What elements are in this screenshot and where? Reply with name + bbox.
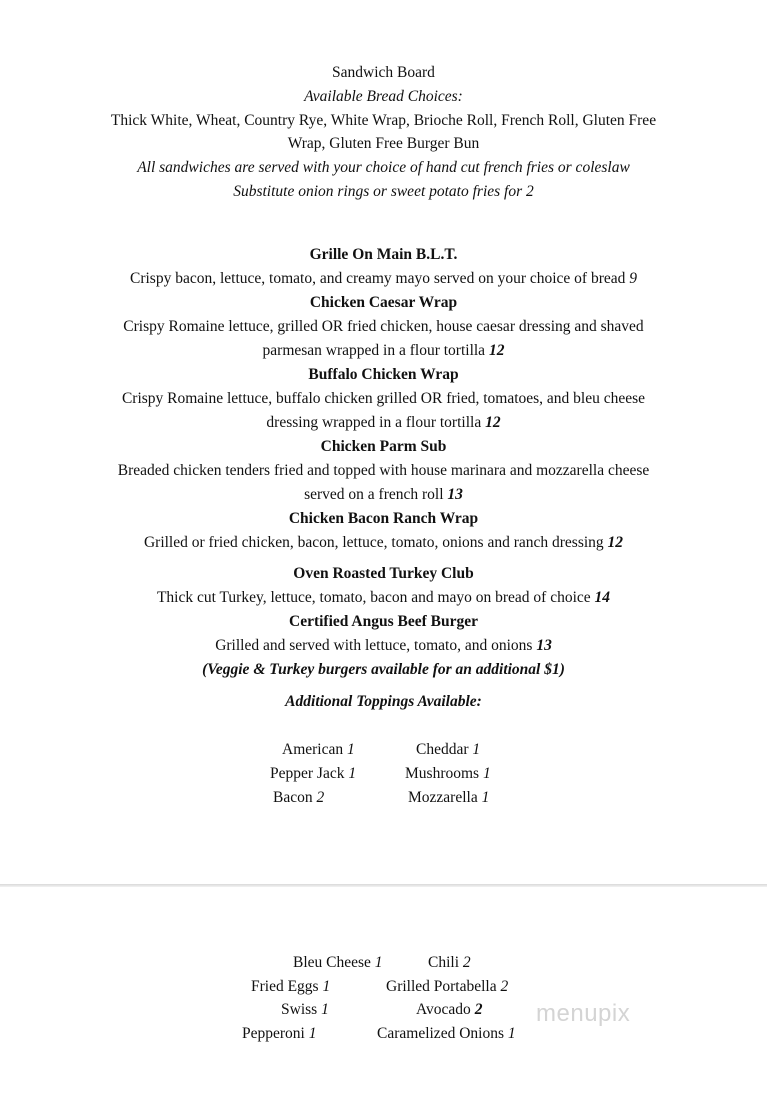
topping-item — [242, 1024, 316, 1044]
section-title — [0, 63, 767, 83]
topping-item — [386, 977, 508, 997]
topping-item — [251, 977, 330, 997]
topping-name: Avocado — [416, 1001, 471, 1018]
topping-name: Mushrooms — [405, 765, 480, 782]
topping-price: 1 — [481, 789, 490, 806]
topping-name: Bleu Cheese — [293, 954, 371, 971]
topping-price: 1 — [308, 1025, 317, 1042]
item-desc-text: Grilled or fried chicken, bacon, lettuce, tomato, onions and ranch dressing — [143, 534, 604, 551]
topping-price: 2 — [462, 954, 471, 971]
item-desc — [0, 317, 767, 337]
topping-item — [408, 788, 489, 808]
item-desc-text: Crispy bacon, lettuce, tomato, and creamy mayo served on your choice of bread — [129, 270, 626, 287]
item-price: 14 — [594, 589, 611, 606]
item-desc-text: served on a french roll — [304, 486, 444, 503]
item-desc-text: Breaded chicken tenders fried and topped with house marinara and mozzarella cheese — [117, 462, 650, 479]
topping-name: Pepperoni — [242, 1025, 305, 1042]
item-name — [0, 612, 767, 632]
topping-price: 1 — [321, 1001, 329, 1018]
topping-item — [293, 953, 383, 973]
item-desc-text: Grilled and served with lettuce, tomato, and onions — [215, 637, 533, 654]
topping-item — [281, 1000, 329, 1020]
item-desc-text: dressing wrapped in a flour tortilla — [266, 414, 482, 431]
item-desc — [0, 533, 767, 553]
toppings-heading — [0, 692, 767, 712]
topping-item — [273, 788, 324, 808]
item-price: 12 — [607, 534, 624, 551]
topping-name: Pepper Jack — [270, 765, 345, 782]
topping-price: 2 — [316, 789, 325, 806]
served-note-text: All sandwiches are served with your choice of hand cut french fries or coleslaw — [137, 159, 630, 176]
substitute-note-text: Substitute onion rings or sweet potato fries for 2 — [233, 183, 534, 200]
item-desc — [0, 413, 767, 433]
item-price: 12 — [488, 342, 505, 359]
item-price: 9 — [629, 270, 638, 287]
item-desc-text: Thick cut Turkey, lettuce, tomato, bacon and mayo on bread of choice — [156, 589, 591, 606]
item-price: 13 — [536, 637, 552, 654]
topping-item — [282, 740, 355, 760]
burger-note — [0, 660, 767, 680]
topping-name: Mozzarella — [408, 789, 478, 806]
bread-list-line-2 — [0, 134, 767, 154]
item-price: 13 — [447, 486, 463, 503]
menupix-watermark — [536, 1000, 630, 1028]
topping-item — [270, 764, 356, 784]
topping-name: Fried Eggs — [251, 978, 319, 995]
item-desc-text: Crispy Romaine lettuce, buffalo chicken grilled OR fried, tomatoes, and bleu cheese — [121, 390, 646, 407]
item-name-text: Buffalo Chicken Wrap — [308, 366, 459, 383]
item-name — [0, 365, 767, 385]
topping-item — [416, 1000, 482, 1020]
item-name-text: Certified Angus Beef Burger — [289, 613, 478, 630]
topping-price: 1 — [507, 1025, 516, 1042]
item-desc — [0, 461, 767, 481]
topping-name: Caramelized Onions — [377, 1025, 504, 1042]
item-name-text: Chicken Caesar Wrap — [309, 294, 458, 311]
item-name-text: Oven Roasted Turkey Club — [293, 565, 474, 582]
topping-item — [405, 764, 491, 784]
item-desc-text: Crispy Romaine lettuce, grilled OR fried chicken, house caesar dressing and shaved — [123, 318, 644, 335]
item-name — [0, 509, 767, 529]
bread-list-line-1 — [0, 111, 767, 131]
topping-price: 1 — [374, 954, 383, 971]
substitute-note — [0, 182, 767, 202]
bread-list-text-2: Wrap, Gluten Free Burger Bun — [287, 135, 480, 152]
item-name — [0, 245, 767, 265]
topping-item — [416, 740, 480, 760]
bread-heading-text: Available Bread Choices: — [304, 88, 463, 105]
section-title-text: Sandwich Board — [332, 64, 435, 81]
item-name — [0, 437, 767, 457]
item-desc — [0, 588, 767, 608]
topping-price: 2 — [500, 978, 509, 995]
item-name — [0, 564, 767, 584]
topping-price: 1 — [346, 741, 355, 758]
topping-price: 1 — [472, 741, 481, 758]
topping-name: Grilled Portabella — [386, 978, 497, 995]
topping-name: Chili — [428, 954, 460, 971]
bread-heading — [0, 87, 767, 107]
item-desc — [0, 269, 767, 289]
item-name-text: Chicken Bacon Ranch Wrap — [288, 510, 479, 527]
watermark-text: menupix — [536, 1000, 631, 1027]
topping-price: 1 — [348, 765, 357, 782]
topping-name: Bacon — [273, 789, 313, 806]
item-name-text: Chicken Parm Sub — [320, 438, 447, 455]
item-name — [0, 293, 767, 313]
menu-page-2 — [0, 887, 767, 1096]
item-desc — [0, 636, 767, 656]
bread-list-text-1: Thick White, Wheat, Country Rye, White Wrap, Brioche Roll, French Roll, Gluten Free — [110, 112, 657, 129]
topping-item — [428, 953, 471, 973]
topping-item — [377, 1024, 516, 1044]
item-desc — [0, 341, 767, 361]
served-note — [0, 158, 767, 178]
topping-name: Cheddar — [416, 741, 469, 758]
topping-price: 1 — [322, 978, 331, 995]
toppings-heading-text: Additional Toppings Available: — [285, 693, 482, 710]
topping-name: Swiss — [281, 1001, 318, 1018]
burger-note-text: (Veggie & Turkey burgers available for an additional $1) — [202, 661, 565, 678]
item-desc — [0, 389, 767, 409]
item-price: 12 — [485, 414, 501, 431]
item-desc — [0, 485, 767, 505]
item-name-text: Grille On Main B.L.T. — [309, 246, 458, 263]
topping-name: American — [282, 741, 344, 758]
topping-price: 2 — [474, 1001, 483, 1018]
item-desc-text: parmesan wrapped in a flour tortilla — [262, 342, 486, 359]
topping-price: 1 — [482, 765, 491, 782]
